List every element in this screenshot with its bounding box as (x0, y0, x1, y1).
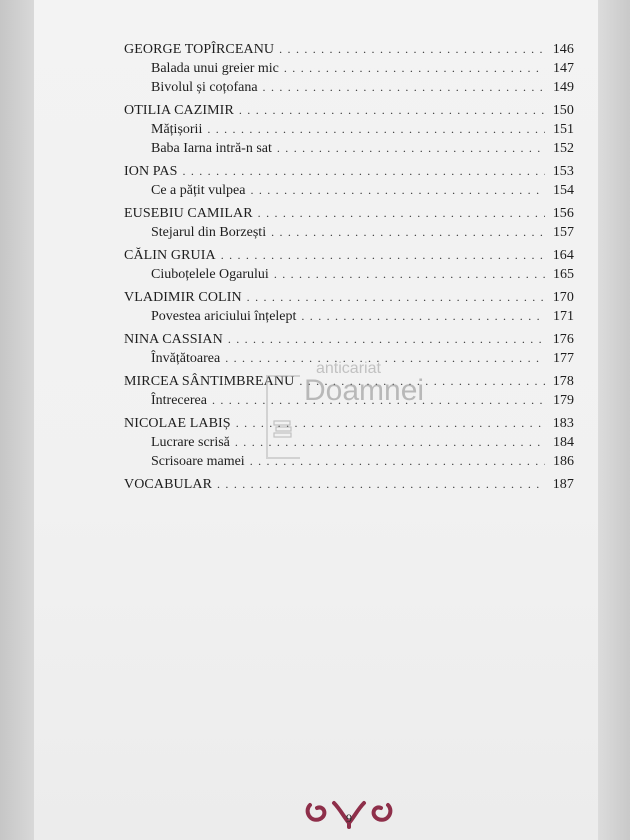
toc-author (124, 101, 574, 120)
toc-author-title: GEORGE TOPÎRCEANU (124, 42, 275, 57)
toc-author-title: CĂLIN GRUIA (124, 248, 216, 263)
toc-author-page: 187 (552, 477, 574, 492)
toc-author-page: 176 (552, 332, 574, 347)
toc-author-page: 183 (552, 416, 574, 431)
toc-entry (124, 223, 574, 242)
toc-author-page: 146 (552, 42, 574, 57)
background-left-edge (0, 0, 34, 840)
page-number: 9 (346, 811, 352, 825)
toc-author (124, 162, 574, 181)
toc-entry-page: 149 (553, 80, 574, 95)
toc-author (124, 330, 574, 349)
toc-entry (124, 307, 574, 326)
toc-entry (124, 120, 574, 139)
dot-leader (217, 475, 545, 494)
toc-entry (124, 181, 574, 200)
toc-entry-page: 186 (553, 454, 574, 469)
toc-author-page: 156 (552, 206, 574, 221)
toc-section (124, 162, 574, 200)
dot-leader (207, 120, 545, 139)
toc-entry-page: 154 (553, 183, 574, 198)
toc-entry-page: 157 (553, 225, 574, 240)
toc-entry-page: 151 (553, 122, 574, 137)
toc-entry-title: Ce a pățit vulpea (151, 183, 246, 198)
toc-author-page: 150 (552, 103, 574, 118)
dot-leader (258, 204, 545, 223)
dot-leader (277, 139, 545, 158)
toc-author-page: 170 (552, 290, 574, 305)
toc-author-title: VLADIMIR COLIN (124, 290, 242, 305)
toc-author (124, 288, 574, 307)
toc-entry-title: Bivolul și coțofana (151, 80, 258, 95)
toc-entry (124, 78, 574, 97)
toc-entry (124, 265, 574, 284)
toc-author-page: 153 (552, 164, 574, 179)
toc-entry (124, 59, 574, 78)
toc-section (124, 246, 574, 284)
toc-entry-title: Balada unui greier mic (151, 61, 279, 76)
toc-author-title: NICOLAE LABIȘ (124, 416, 231, 431)
toc-author (124, 204, 574, 223)
toc-entry-page: 171 (553, 309, 574, 324)
dot-leader (221, 246, 545, 265)
dot-leader (182, 162, 545, 181)
toc-section (124, 288, 574, 326)
dot-leader (284, 59, 545, 78)
toc-entry-title: Scrisoare mamei (151, 454, 245, 469)
toc-author-title: VOCABULAR (124, 477, 213, 492)
toc-entry-page: 184 (553, 435, 574, 450)
toc-entry-title: Povestea ariciului înțelept (151, 309, 297, 324)
toc-author-title: ION PAS (124, 164, 178, 179)
toc-section (124, 475, 574, 494)
toc-author-page: 164 (552, 248, 574, 263)
toc-section (124, 204, 574, 242)
toc-author-title: MIRCEA SÂNTIMBREANU (124, 374, 295, 389)
dot-leader (228, 330, 545, 349)
books-icon (272, 418, 294, 440)
watermark-frame (266, 375, 300, 459)
dot-leader (263, 78, 545, 97)
watermark-small-text: anticariat (316, 360, 381, 377)
toc-entry (124, 139, 574, 158)
dot-leader (239, 101, 545, 120)
toc-author (124, 40, 574, 59)
toc-entry-page: 179 (553, 393, 574, 408)
toc-entry-title: Ciuboțelele Ogarului (151, 267, 269, 282)
toc-author-title: OTILIA CAZIMIR (124, 103, 234, 118)
toc-section (124, 40, 574, 97)
toc-entry-title: Mățișorii (151, 122, 203, 137)
book-page (34, 0, 598, 840)
toc-entry-page: 177 (553, 351, 574, 366)
dot-leader (301, 307, 545, 326)
toc-entry-page: 165 (553, 267, 574, 282)
toc-entry-title: Baba Iarna intră-n sat (151, 141, 272, 156)
toc-entry-page: 147 (553, 61, 574, 76)
toc-entry-title: Învățătoarea (151, 351, 221, 366)
dot-leader (271, 223, 545, 242)
toc-entry-title: Întrecerea (151, 393, 207, 408)
background-right-edge (598, 0, 630, 840)
toc-author-title: EUSEBIU CAMILAR (124, 206, 253, 221)
dot-leader (279, 40, 545, 59)
dot-leader (247, 288, 545, 307)
toc-author-page: 178 (552, 374, 574, 389)
toc-author (124, 475, 574, 494)
dot-leader (274, 265, 545, 284)
toc-author-title: NINA CASSIAN (124, 332, 223, 347)
dot-leader (250, 181, 545, 200)
toc-entry-page: 152 (553, 141, 574, 156)
toc-section (124, 101, 574, 158)
toc-author (124, 246, 574, 265)
toc-entry-title: Stejarul din Borzești (151, 225, 267, 240)
watermark-brand-text: Doamnei (304, 374, 425, 407)
watermark-logo (266, 360, 426, 460)
toc-entry-title: Lucrare scrisă (151, 435, 230, 450)
